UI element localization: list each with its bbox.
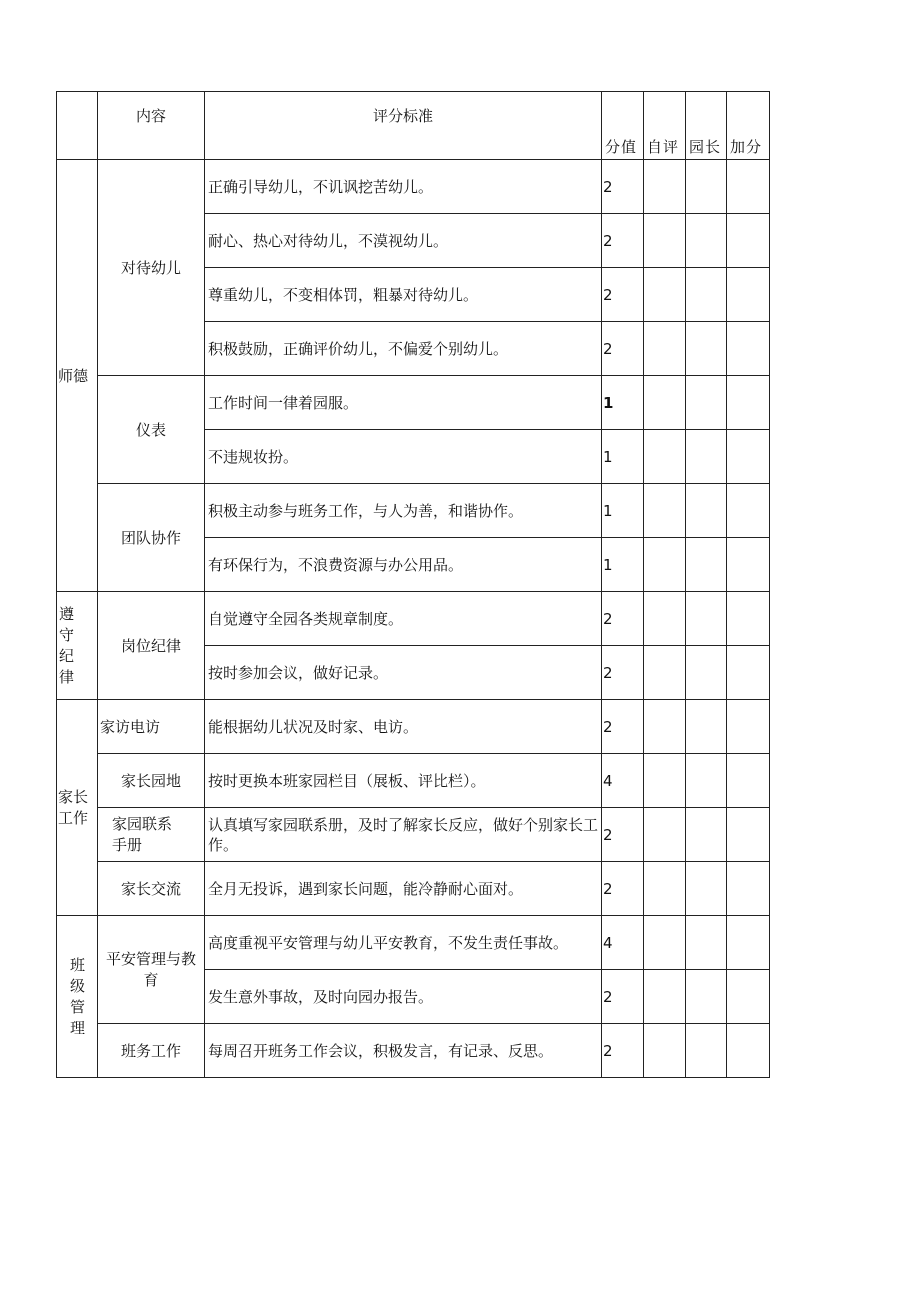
criteria-cell: 能根据幼儿状况及时家、电访。 <box>205 700 602 754</box>
content-cell <box>98 916 205 1024</box>
table-row <box>57 592 770 646</box>
director-score-cell[interactable] <box>686 160 727 214</box>
category-char: 理 <box>69 1018 85 1037</box>
category-char: 遵 <box>59 604 75 623</box>
bonus-score-cell[interactable] <box>727 862 770 916</box>
score-cell: 1 <box>602 484 644 538</box>
category-char: 管 <box>69 997 85 1016</box>
category-char: 级 <box>69 976 85 995</box>
criteria-cell: 按时参加会议，做好记录。 <box>205 646 602 700</box>
bonus-score-cell[interactable] <box>727 538 770 592</box>
evaluation-table <box>56 91 770 1078</box>
self-score-cell[interactable] <box>644 862 686 916</box>
score-cell: 2 <box>602 268 644 322</box>
score-cell: 2 <box>602 646 644 700</box>
self-score-cell[interactable] <box>644 592 686 646</box>
header-score: 分值 <box>602 92 644 160</box>
self-score-cell[interactable] <box>644 754 686 808</box>
criteria-cell: 自觉遵守全园各类规章制度。 <box>205 592 602 646</box>
header-self: 自评 <box>644 92 686 160</box>
table-row <box>57 862 770 916</box>
content-line: 平安管理与教 <box>105 949 196 968</box>
content-cell: 家长园地 <box>98 754 205 808</box>
criteria-cell: 积极主动参与班务工作，与人为善，和谐协作。 <box>205 484 602 538</box>
table-row <box>57 700 770 754</box>
self-score-cell[interactable] <box>644 268 686 322</box>
score-cell: 2 <box>602 808 644 862</box>
header-row <box>57 92 770 160</box>
director-score-cell[interactable] <box>686 808 727 862</box>
table-row <box>57 916 770 970</box>
bonus-score-cell[interactable] <box>727 268 770 322</box>
category-cell <box>57 700 98 916</box>
director-score-cell[interactable] <box>686 322 727 376</box>
header-criteria: 评分标准 <box>205 92 602 160</box>
content-cell: 班务工作 <box>98 1024 205 1078</box>
category-cell <box>57 592 98 700</box>
header-director: 园长 <box>686 92 727 160</box>
director-score-cell[interactable] <box>686 1024 727 1078</box>
category-cell <box>57 916 98 1078</box>
self-score-cell[interactable] <box>644 322 686 376</box>
criteria-cell: 每周召开班务工作会议，积极发言，有记录、反思。 <box>205 1024 602 1078</box>
score-cell: 4 <box>602 754 644 808</box>
score-cell: 2 <box>602 862 644 916</box>
criteria-cell: 工作时间一律着园服。 <box>205 376 602 430</box>
criteria-cell: 高度重视平安管理与幼儿平安教育，不发生责任事故。 <box>205 916 602 970</box>
bonus-score-cell[interactable] <box>727 214 770 268</box>
content-cell <box>98 808 205 862</box>
criteria-cell: 认真填写家园联系册，及时了解家长反应，做好个别家长工作。 <box>205 808 602 862</box>
score-cell: 2 <box>602 322 644 376</box>
content-line: 家园联系 <box>112 814 173 833</box>
content-cell: 仪表 <box>98 376 205 484</box>
bonus-score-cell[interactable] <box>727 916 770 970</box>
score-cell: 2 <box>602 214 644 268</box>
score-cell: 1 <box>602 376 644 430</box>
header-bonus: 加分 <box>727 92 770 160</box>
content-line: 育 <box>143 970 159 989</box>
content-cell: 家长交流 <box>98 862 205 916</box>
director-score-cell[interactable] <box>686 484 727 538</box>
header-blank <box>57 92 98 160</box>
criteria-cell: 积极鼓励，正确评价幼儿，不偏爱个别幼儿。 <box>205 322 602 376</box>
bonus-score-cell[interactable] <box>727 700 770 754</box>
category-char: 守 <box>59 625 75 644</box>
content-cell: 岗位纪律 <box>98 592 205 700</box>
director-score-cell[interactable] <box>686 214 727 268</box>
criteria-cell: 不违规妆扮。 <box>205 430 602 484</box>
self-score-cell[interactable] <box>644 808 686 862</box>
bonus-score-cell[interactable] <box>727 808 770 862</box>
content-line: 手册 <box>112 835 143 854</box>
self-score-cell[interactable] <box>644 376 686 430</box>
table-row <box>57 808 770 862</box>
table-row <box>57 160 770 214</box>
director-score-cell[interactable] <box>686 754 727 808</box>
score-cell: 2 <box>602 160 644 214</box>
self-score-cell[interactable] <box>644 1024 686 1078</box>
self-score-cell[interactable] <box>644 970 686 1024</box>
score-cell: 1 <box>602 538 644 592</box>
self-score-cell[interactable] <box>644 484 686 538</box>
criteria-cell: 发生意外事故，及时向园办报告。 <box>205 970 602 1024</box>
criteria-cell: 耐心、热心对待幼儿，不漠视幼儿。 <box>205 214 602 268</box>
self-score-cell[interactable] <box>644 430 686 484</box>
header-content: 内容 <box>98 92 205 160</box>
score-cell: 2 <box>602 700 644 754</box>
director-score-cell[interactable] <box>686 376 727 430</box>
bonus-score-cell[interactable] <box>727 1024 770 1078</box>
self-score-cell[interactable] <box>644 646 686 700</box>
score-cell: 1 <box>602 430 644 484</box>
table-row <box>57 376 770 430</box>
bonus-score-cell[interactable] <box>727 646 770 700</box>
criteria-cell: 正确引导幼儿，不讥讽挖苦幼儿。 <box>205 160 602 214</box>
bonus-score-cell[interactable] <box>727 484 770 538</box>
bonus-score-cell[interactable] <box>727 160 770 214</box>
category-char: 班 <box>69 955 85 974</box>
score-cell: 2 <box>602 1024 644 1078</box>
self-score-cell[interactable] <box>644 700 686 754</box>
category-cell: 师德 <box>57 160 98 592</box>
table-row <box>57 754 770 808</box>
table-row <box>57 484 770 538</box>
self-score-cell[interactable] <box>644 214 686 268</box>
category-line: 工作 <box>58 808 89 827</box>
bonus-score-cell[interactable] <box>727 322 770 376</box>
director-score-cell[interactable] <box>686 646 727 700</box>
score-cell: 4 <box>602 916 644 970</box>
director-score-cell[interactable] <box>686 700 727 754</box>
content-cell: 家访电访 <box>98 700 205 754</box>
director-score-cell[interactable] <box>686 538 727 592</box>
director-score-cell[interactable] <box>686 592 727 646</box>
director-score-cell[interactable] <box>686 970 727 1024</box>
bonus-score-cell[interactable] <box>727 376 770 430</box>
bonus-score-cell[interactable] <box>727 754 770 808</box>
table-row <box>57 1024 770 1078</box>
director-score-cell[interactable] <box>686 268 727 322</box>
category-line: 家长 <box>58 787 89 806</box>
criteria-cell: 按时更换本班家园栏目（展板、评比栏）。 <box>205 754 602 808</box>
director-score-cell[interactable] <box>686 430 727 484</box>
criteria-cell: 尊重幼儿，不变相体罚，粗暴对待幼儿。 <box>205 268 602 322</box>
bonus-score-cell[interactable] <box>727 430 770 484</box>
content-cell: 团队协作 <box>98 484 205 592</box>
score-cell: 2 <box>602 592 644 646</box>
bonus-score-cell[interactable] <box>727 970 770 1024</box>
criteria-cell: 全月无投诉，遇到家长问题，能冷静耐心面对。 <box>205 862 602 916</box>
director-score-cell[interactable] <box>686 916 727 970</box>
self-score-cell[interactable] <box>644 160 686 214</box>
bonus-score-cell[interactable] <box>727 592 770 646</box>
criteria-cell: 有环保行为，不浪费资源与办公用品。 <box>205 538 602 592</box>
category-char: 纪 <box>59 646 75 665</box>
director-score-cell[interactable] <box>686 862 727 916</box>
self-score-cell[interactable] <box>644 916 686 970</box>
score-cell: 2 <box>602 970 644 1024</box>
category-char: 律 <box>59 667 75 686</box>
content-cell: 对待幼儿 <box>98 160 205 376</box>
self-score-cell[interactable] <box>644 538 686 592</box>
